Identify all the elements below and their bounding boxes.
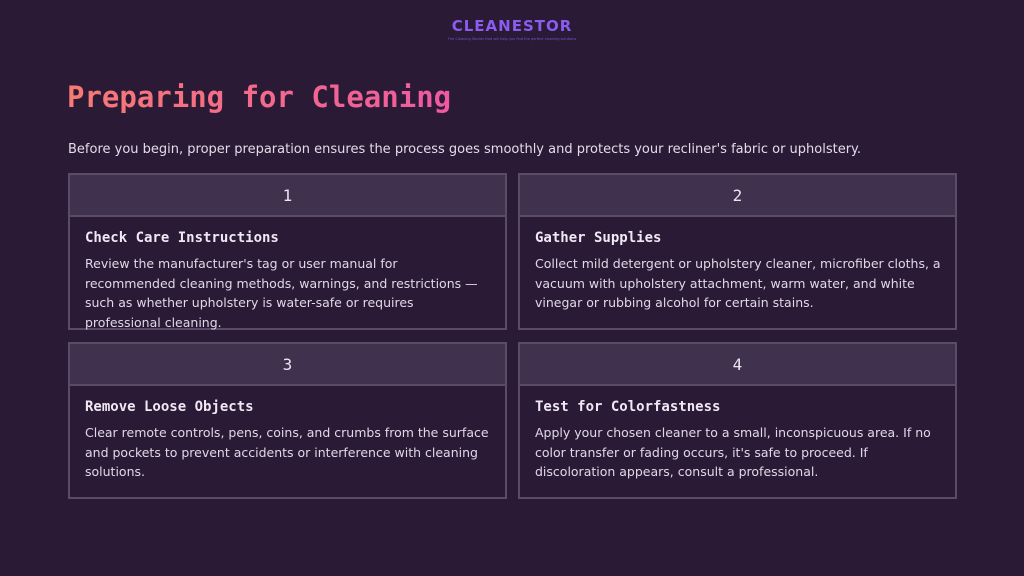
step-title: Check Care Instructions <box>85 230 279 246</box>
step-description: Review the manufacturer's tag or user manual for recommended cleaning methods, warnings, and restrictions — such as whether upholstery is water-safe or requires professional cleaning. <box>85 256 478 330</box>
step-card-1 <box>68 173 507 330</box>
step-title: Gather Supplies <box>535 230 662 246</box>
brand-logo[interactable] <box>0 16 1024 41</box>
step-number: 2 <box>520 175 955 217</box>
step-card-2 <box>518 173 957 330</box>
step-number: 1 <box>70 175 505 217</box>
intro-text: Before you begin, proper preparation ensures the process goes smoothly and protects your recliner's fabric or upholstery. <box>68 142 862 157</box>
step-number: 3 <box>70 344 505 386</box>
step-title: Remove Loose Objects <box>85 399 254 415</box>
step-title: Test for Colorfastness <box>535 399 721 415</box>
step-description: Apply your chosen cleaner to a small, inconspicuous area. If no color transfer or fading occurs, it's safe to proceed. If discoloration appears, consult a professional. <box>535 425 931 479</box>
step-card-4 <box>518 342 957 499</box>
step-number: 4 <box>520 344 955 386</box>
step-description: Collect mild detergent or upholstery cleaner, microfiber cloths, a vacuum with upholstery attachment, warm water, and white vinegar or rubbing alcohol for certain stains. <box>535 256 941 310</box>
step-card-3 <box>68 342 507 499</box>
page-title: Preparing for Cleaning <box>67 80 452 114</box>
brand-name: CLEANESTOR <box>451 17 573 35</box>
step-description: Clear remote controls, pens, coins, and crumbs from the surface and pockets to prevent accidents or interference with cleaning solutions. <box>85 425 489 479</box>
brand-tagline: The Cleaning Stories that will help you find the perfect cleaning solutions <box>447 37 577 41</box>
